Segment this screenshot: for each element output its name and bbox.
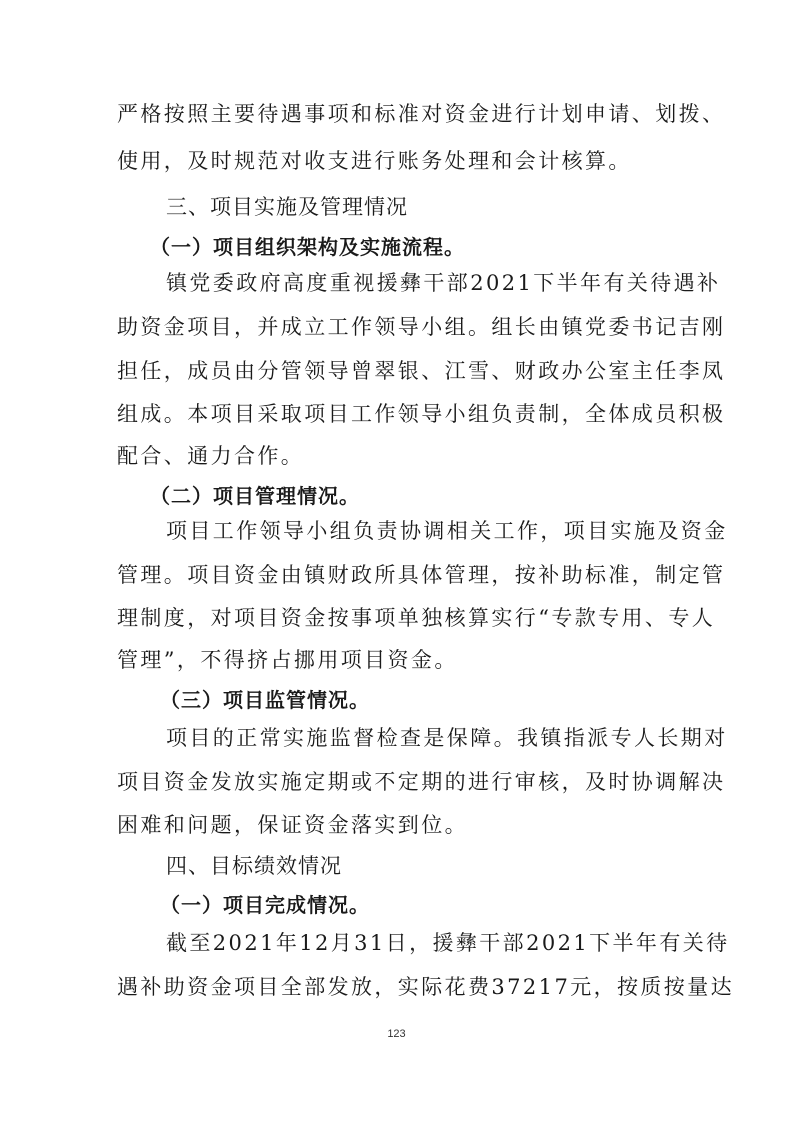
- text-line: 管理。项目资金由镇财政所具体管理，按补助标准，制定管: [117, 563, 726, 587]
- text-line: 组成。本项目采取项目工作领导小组负责制，全体成员积极: [117, 402, 726, 426]
- text-line: 配合、通力合作。: [117, 444, 305, 468]
- subsection-heading: （一）项目组织架构及实施流程。: [150, 235, 465, 259]
- text-line: 使用，及时规范对收支进行账务处理和会计核算。: [117, 149, 632, 173]
- text-line: 项目资金发放实施定期或不定期的进行审核，及时协调解决: [117, 770, 726, 794]
- text-line: 管理”，不得挤占挪用项目资金。: [117, 648, 458, 672]
- page-number: 123: [387, 1028, 406, 1040]
- text-line: 截至2021年12月31日，援彝干部2021下半年有关待: [166, 931, 730, 955]
- text-line: 镇党委政府高度重视援彝干部2021下半年有关待遇补: [166, 271, 721, 295]
- text-line: 项目的正常实施监督检查是保障。我镇指派专人长期对: [166, 726, 728, 750]
- text-line: 困难和问题，保证资金落实到位。: [117, 813, 468, 837]
- text-line: 遇补助资金项目全部发放，实际花费37217元，按质按量达: [117, 975, 735, 999]
- text-line: 助资金项目，并成立工作领导小组。组长由镇党委书记吉刚: [117, 315, 726, 339]
- subsection-heading: （三）项目监管情况。: [160, 688, 370, 712]
- text-line: 严格按照主要待遇事项和标准对资金进行计划申请、划拨、: [117, 102, 726, 126]
- text-line: 项目工作领导小组负责协调相关工作，项目实施及资金: [166, 519, 728, 543]
- text-line: 理制度，对项目资金按事项单独核算实行“专款专用、专人: [117, 606, 716, 630]
- subsection-heading: （二）项目管理情况。: [150, 484, 360, 508]
- subsection-heading: （一）项目完成情况。: [160, 893, 370, 917]
- section-heading: 三、项目实施及管理情况: [166, 195, 408, 219]
- text-line: 担任，成员由分管领导曾翠银、江雪、财政办公室主任李凤: [117, 359, 726, 383]
- section-heading: 四、目标绩效情况: [166, 854, 342, 878]
